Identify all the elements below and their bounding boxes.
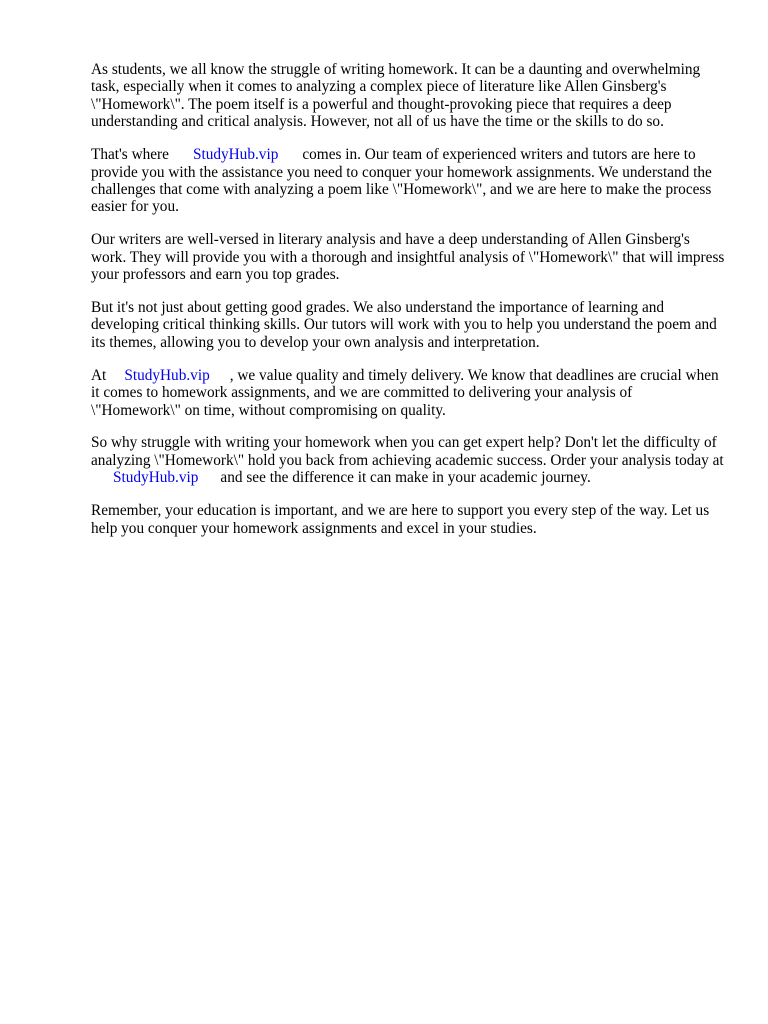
studyhub-link[interactable]: StudyHub.vip xyxy=(113,469,199,487)
paragraph-quality xyxy=(91,367,725,419)
studyhub-link[interactable]: StudyHub.vip xyxy=(124,366,210,384)
paragraph-learning: But it's not just about getting good grades. We also understand the importance of learning and developing critical thinking skills. Our tutors will work with you to help you understand the poem and its themes, allowing you to develop your own analysis and interpretation. xyxy=(91,298,717,351)
paragraph-quality-rest: , we value quality and timely delivery. We know that deadlines are crucial when it comes to homework assignments, and we are committed to delivering your analysis of \"Homework\" on time, without compromising on quality. xyxy=(91,366,719,419)
paragraph-order-lead: So why struggle with writing your homework when you can get expert help? Don't let the difficulty of analyzing \"Homework\" hold you back from achieving academic success. Order your analysis today at xyxy=(91,434,724,469)
document-body xyxy=(91,61,725,552)
paragraph-service-lead: That's where xyxy=(91,146,169,164)
studyhub-link[interactable]: StudyHub.vip xyxy=(192,146,279,164)
paragraph-service xyxy=(91,146,725,216)
paragraph-closing: Remember, your education is important, and we are here to support you every step of the way. Let us help you conquer your homework assignments and excel in your studies. xyxy=(91,502,710,537)
paragraph-intro: As students, we all know the struggle of writing homework. It can be a daunting and overwhelming task, especially when it comes to analyzing a complex piece of literature like Allen Ginsberg's \"Homework\". The poem itself is a powerful and thought-provoking piece that requires a deep understanding and critical analysis. However, not all of us have the time or the skills to do so. xyxy=(91,61,701,131)
paragraph-quality-lead: At xyxy=(91,366,107,384)
paragraph-service-rest: comes in. Our team of experienced writers and tutors are here to provide you with the assistance you need to conquer your homework assignments. We understand the challenges that come with analyzing a poem like \"Homework\", and we are here to make the process easier for you. xyxy=(91,146,712,216)
paragraph-order xyxy=(91,434,725,486)
paragraph-order-rest: and see the difference it can make in your academic journey. xyxy=(220,469,591,487)
paragraph-writers: Our writers are well-versed in literary analysis and have a deep understanding of Allen Ginsberg's work. They will provide you with a thorough and insightful analysis of \"Homework\" that will impress your professors and earn you top grades. xyxy=(91,231,725,284)
